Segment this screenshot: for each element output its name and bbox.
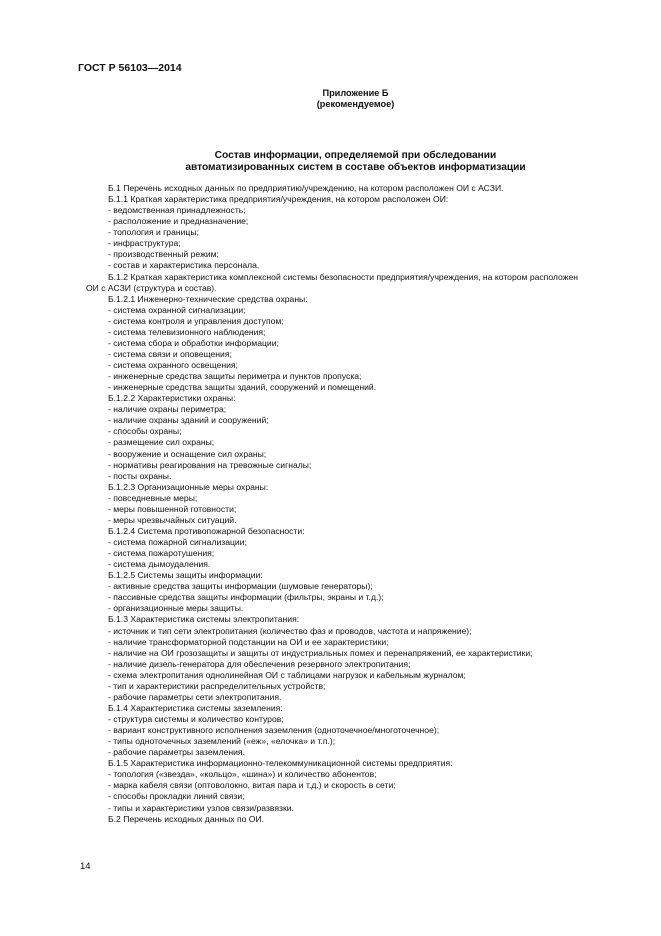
- text-line: - система телевизионного наблюдения;: [108, 326, 266, 337]
- section-title-line-2: автоматизированных систем в составе объектов информатизации: [185, 162, 526, 173]
- text-line: - источник и тип сети электропитания (количество фаз и проводов, частота и напряжение);: [108, 625, 472, 636]
- text-line: - способы охраны;: [108, 426, 182, 437]
- text-line: - активные средства защиты информации (шумовые генераторы);: [108, 581, 373, 592]
- text-line: - система сбора и обработки информации;: [108, 337, 279, 348]
- text-line: - состав и характеристика персонала.: [108, 260, 260, 271]
- text-line: - вооружение и оснащение сил охраны;: [108, 448, 267, 459]
- section-title: [0, 150, 661, 174]
- text-line: Б.1 Перечень исходных данных по предприятию/учреждению, на котором расположен ОИ с АСЗИ.: [108, 183, 504, 193]
- text-line: Б.1.3 Характеристика системы электропитания:: [108, 614, 300, 625]
- text-line: Б.2 Перечень исходных данных по ОИ.: [108, 813, 265, 824]
- text-line: - топология («звезда», «кольцо», «шина») и количество абонентов;: [108, 769, 377, 780]
- standard-code: ГОСТ Р 56103—2014: [78, 62, 182, 74]
- text-line: - повседневные меры;: [108, 492, 198, 503]
- text-line: Б.1.4 Характеристика системы заземления:: [108, 702, 283, 713]
- text-line: Б.1.1 Краткая характеристика предприятия/учреждения, на котором расположен ОИ:: [108, 194, 449, 205]
- text-line: - структура системы и количество контуров;: [108, 714, 284, 724]
- text-line: - наличие трансформаторной подстанции на ОИ и ее характеристики;: [108, 636, 389, 647]
- text-line: - схема электропитания однолинейная ОИ с таблицами нагрузок и кабельным журналом;: [108, 669, 466, 680]
- text-line: - инженерные средства защиты зданий, сооружений и помещений.: [108, 382, 377, 393]
- appendix-heading: [0, 88, 661, 110]
- text-line: Б.1.2 Краткая характеристика комплексной системы безопасности предприятия/учреждения, на котором расположен ОИ с АСЗИ (структура и состав).: [86, 271, 578, 293]
- text-line: - марка кабеля связи (оптоволокно, витая пара и т.д.) и скорость в сети;: [108, 780, 396, 791]
- text-line: - наличие охраны периметра;: [108, 404, 227, 415]
- text-line: - рабочие параметры сети электропитания.: [108, 691, 282, 702]
- text-line: - инфраструктура;: [108, 238, 181, 249]
- text-line: - топология и границы;: [108, 227, 199, 238]
- text-line: - система связи и оповещения;: [108, 348, 232, 359]
- text-line: - нормативы реагирования на тревожные сигналы;: [108, 459, 312, 470]
- text-line: Б.1.2.4 Система противопожарной безопасности:: [108, 525, 305, 536]
- text-line: - организационные меры защиты.: [108, 603, 244, 614]
- text-line: - вариант конструктивного исполнения заземления (одноточечное/многоточечное);: [108, 725, 440, 736]
- text-line: - расположение и предназначение;: [108, 216, 249, 227]
- text-line: - размещение сил охраны;: [108, 437, 215, 448]
- text-line: - ведомственная принадлежность;: [108, 205, 246, 216]
- appendix-subtitle: (рекомендуемое): [316, 99, 395, 109]
- text-line: - пассивные средства защиты информации (фильтры, экраны и т.д.);: [108, 592, 384, 603]
- text-line: - наличие дизель-генератора для обеспечения резервного электропитания;: [108, 658, 411, 669]
- text-line: - меры чрезвычайных ситуаций.: [108, 514, 237, 525]
- text-line: - система контроля и управления доступом;: [108, 315, 284, 326]
- appendix-title: Приложение Б: [322, 88, 389, 98]
- text-line: Б.1.2.2 Характеристики охраны:: [108, 393, 236, 404]
- section-title-line-1: Состав информации, определяемой при обследовании: [214, 150, 497, 161]
- text-line: Б.1.2.1 Инженерно-технические средства охраны:: [108, 293, 308, 304]
- text-line: - система охранного освещения;: [108, 360, 238, 370]
- text-line: - наличие охраны зданий и сооружений;: [108, 415, 269, 426]
- text-line: - инженерные средства защиты периметра и пунктов пропуска;: [108, 371, 362, 382]
- document-body: [86, 183, 578, 825]
- text-line: - система охранной сигнализации;: [108, 304, 246, 315]
- page-number: 14: [80, 861, 91, 872]
- text-line: - производственный режим;: [108, 249, 219, 260]
- text-line: - рабочие параметры заземления.: [108, 747, 245, 758]
- text-line: - наличие на ОИ грозозащиты и защиты от индустриальных помех и перенапряжений, ее характеристики;: [108, 647, 533, 658]
- text-line: - система пожарной сигнализации;: [108, 537, 247, 547]
- text-line: Б.1.2.3 Организационные меры охраны:: [108, 481, 269, 492]
- text-line: Б.1.2.5 Системы защиты информации:: [108, 570, 263, 581]
- text-line: - типы одноточечных заземлений («еж», «елочка» и т.п.);: [108, 736, 336, 747]
- text-line: Б.1.5 Характеристика информационно-телекоммуникационной системы предприятия:: [108, 758, 453, 769]
- text-line: - тип и характеристики распределительных устройств;: [108, 680, 326, 691]
- text-line: - система пожаротушения;: [108, 548, 215, 559]
- text-line: - посты охраны.: [108, 470, 172, 481]
- text-line: - меры повышенной готовности;: [108, 503, 237, 514]
- text-line: - способы прокладки линий связи;: [108, 791, 245, 802]
- text-line: - типы и характеристики узлов связи/развязки.: [108, 802, 294, 813]
- text-line: - система дымоудаления.: [108, 559, 211, 570]
